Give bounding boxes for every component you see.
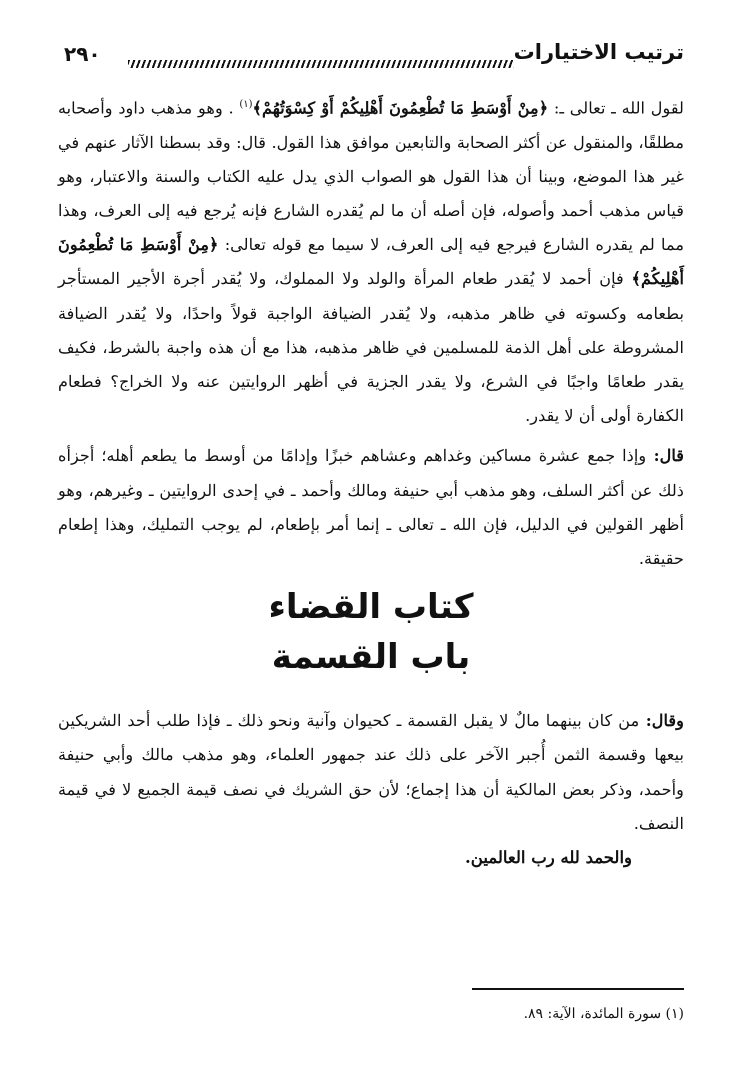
footnote-rule: [472, 988, 684, 990]
paragraph-1: [58, 88, 684, 433]
closing-line: والحمد لله رب العالمين.: [465, 848, 632, 868]
section-text: من كان بينهما مالٌ لا يقبل القسمة ـ كحيوان وآنية ونحو ذلك ـ فإذا طلب أحد الشريكين بيعها وقسمة الثمن أُجبر الآخر على ذلك عند جمهور العلماء، وهو مذهب مالك وأبي حنيفة وأحمد، وذكر بعض المالكية أن هذا إجماع؛ لأن حق الشريك في نصف قيمة الجميع لا في قيمة النصف.: [58, 711, 684, 833]
page-header: [58, 40, 684, 88]
footnote-ref: (١): [239, 99, 253, 110]
paragraph-1-lead: لقول الله ـ تعالى ـ:: [548, 98, 684, 118]
section-lead: وقال:: [639, 711, 684, 731]
paragraph-1-text: . وهو مذهب داود وأصحابه مطلقًا، والمنقول عن أكثر الصحابة والتابعين موافق هذا القول. قال: وقد بسطنا الآثار عنهم في غير هذا الموضع، وبينا أن هذا القول هو الصواب الذي يدل عليه الكتاب والسنة والاعتبار، وهو قياس مذهب أحمد وأصوله، فإن أصله أن ما لم يُقدره الشارع فإنه يُرجع فيه إلى العرف، وهذا مما لم يقدره الشارع فيرجع فيه إلى العرف، لا سيما مع قوله تعالى:: [58, 98, 684, 255]
running-title: ترتيب الاختيارات: [513, 40, 684, 64]
paragraph-2-text: وإذا جمع عشرة مساكين وغداهم وعشاهم خبزًا وإدامًا من أوسط ما يطعم أهله؛ أجزأه ذلك عن أكثر السلف، وهو مذهب أبي حنيفة ومالك وأحمد ـ في إحدى الروايتين ـ وغيرهم، وهو أظهر القولين في الدليل، فإن الله ـ تعالى ـ إنما أمر بإطعام، لم يوجب التمليك، وهذا إطعام حقيقة.: [58, 446, 684, 569]
section-paragraph: [58, 704, 684, 841]
quran-verse-1: ﴿مِنْ أَوْسَطِ مَا تُطْعِمُونَ أَهْلِيكُمْ أَوْ كِسْوَتُهُمْ﴾: [252, 98, 549, 118]
book-page: [58, 40, 685, 1022]
book-heading: كتاب القضاء: [268, 587, 474, 628]
page-number: ٢٩٠: [64, 42, 101, 66]
chapter-heading: باب القسمة: [271, 637, 471, 678]
header-rule: [128, 60, 514, 68]
paragraph-2: [58, 439, 684, 576]
paragraph-1-text-2: فإن أحمد لا يُقدر طعام المرأة والولد ولا المملوك، ولا يُقدر أجرة الأجير المستأجر بطعامه وكسوته في ظاهر مذهبه، ولا يُقدر الضيافة الواجبة قولاً واحدًا، ولا يُقدر الضيافة المشروطة على أهل الذمة للمسلمين في ظاهر مذهبه، هذا مع أن هذه واجبة بالشرط، فكيف يقدر طعامًا واجبًا في الشرع، ولا يقدر الجزية في أظهر الروايتين عنه ولا الخراج؟ فطعام الكفارة أولى أن لا يقدر.: [58, 269, 684, 426]
footnote: (١) سورة المائدة، الآية: ٨٩.: [523, 1006, 684, 1022]
quran-verse-2: ﴿مِنْ أَوْسَطِ مَا تُطْعِمُونَ أَهْلِيكُمْ﴾: [58, 235, 684, 289]
paragraph-2-lead: قال:: [646, 446, 685, 466]
